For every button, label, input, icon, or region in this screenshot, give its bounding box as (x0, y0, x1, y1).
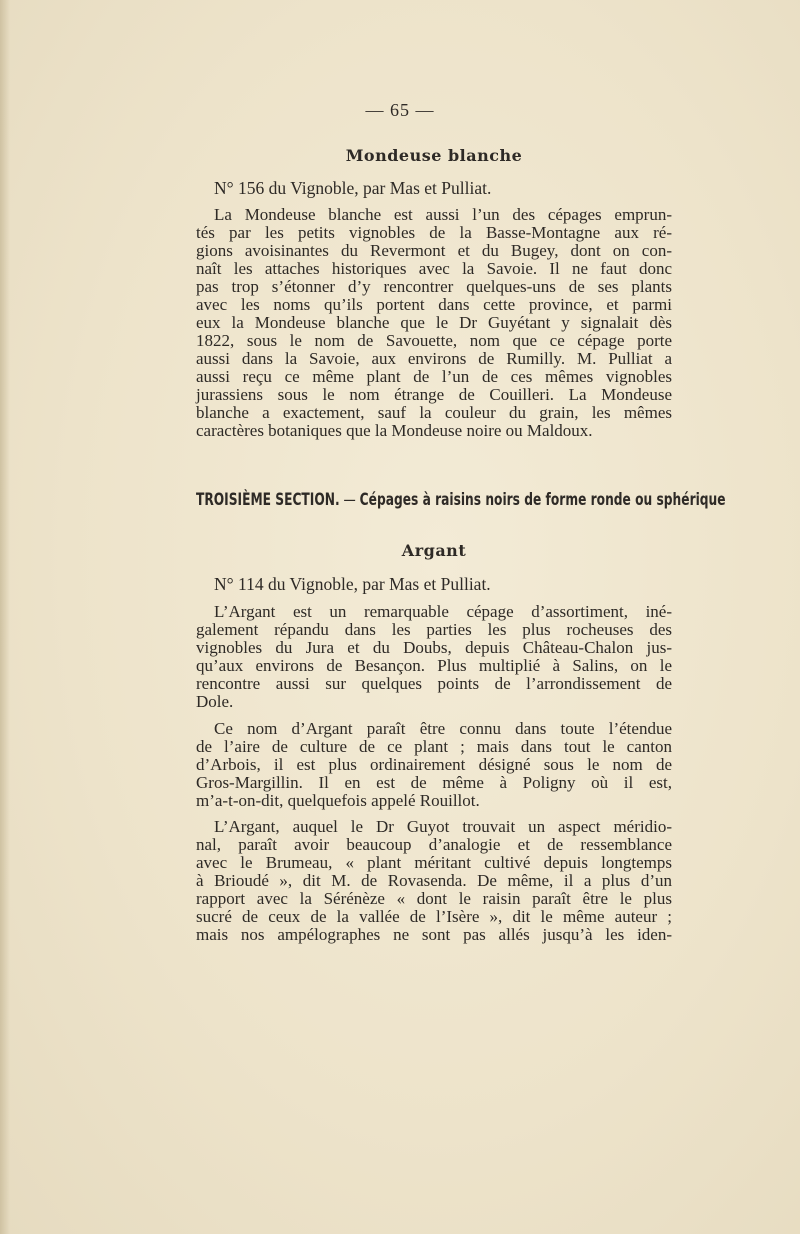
text-line: 1822, sous le nom de Savouette, nom que ce cépage porte (196, 331, 672, 350)
reference-line-2: N° 114 du Vignoble, par Mas et Pulliat. (214, 574, 491, 594)
text-line: Ce nom d’Argant paraît être connu dans toute l’étendue (214, 719, 672, 738)
paragraph-argant-analogy (196, 818, 672, 944)
text-line: Dole. (196, 692, 234, 711)
section-heading (196, 490, 726, 510)
text-line: L’Argant est un remarquable cépage d’assortiment, iné- (214, 602, 672, 621)
text-line: galement répandu dans les parties les plus rocheuses des (196, 620, 672, 639)
paragraph-argant-intro (196, 603, 672, 711)
text-line: nal, paraît avoir beaucoup d’analogie et de ressemblance (196, 835, 672, 854)
text-line: tés par les petits vignobles de la Basse-Montagne aux ré- (196, 223, 672, 242)
text-line: aussi dans la Savoie, aux environs de Rumilly. M. Pulliat a (196, 349, 672, 368)
page-edge-shadow (0, 0, 10, 1234)
text-line: à Brioudé », dit M. de Rovasenda. De même, il a plus d’un (196, 871, 672, 890)
text-line: naît les attaches historiques avec la Savoie. Il ne faut donc (196, 259, 672, 278)
text-line: jurassiens sous le nom étrange de Couilleri. La Mondeuse (196, 385, 672, 404)
text-line: rapport avec la Sérénèze « dont le raisin paraît être le plus (196, 889, 672, 908)
text-line: qu’aux environs de Besançon. Plus multiplié à Salins, on le (196, 656, 672, 675)
text-line: sucré de ceux de la vallée de l’Isère », dit le même auteur ; (196, 907, 672, 926)
text-line: La Mondeuse blanche est aussi l’un des cépages emprun- (214, 205, 672, 224)
paragraph-argant-name (196, 720, 672, 810)
paragraph-mondeuse (196, 206, 672, 440)
section-dash: — (339, 490, 360, 510)
section-title: Cépages à raisins noirs de forme ronde ou sphérique (359, 490, 726, 510)
text-line: de l’aire de culture de ce plant ; mais dans tout le canton (196, 737, 672, 756)
page-number: — 65 — (365, 100, 435, 120)
text-line: vignobles du Jura et du Doubs, depuis Château-Chalon jus- (196, 638, 672, 657)
text-line: L’Argant, auquel le Dr Guyot trouvait un aspect méridio- (214, 817, 672, 836)
text-line: avec les noms qu’ils portent dans cette province, et parmi (196, 295, 672, 314)
text-line: rencontre aussi sur quelques points de l’arrondissement de (196, 674, 672, 693)
section-label: TROISIÈME SECTION. (196, 490, 340, 510)
text-line: Gros-Margillin. Il en est de même à Poligny où il est, (196, 773, 672, 792)
text-line: caractères botaniques que la Mondeuse noire ou Maldoux. (196, 421, 593, 440)
heading-argant: Argant (401, 541, 467, 560)
heading-mondeuse-blanche: Mondeuse blanche (345, 146, 523, 165)
text-line: blanche a exactement, sauf la couleur du grain, les mêmes (196, 403, 672, 422)
text-line: eux la Mondeuse blanche que le Dr Guyétant y signalait dès (196, 313, 672, 332)
text-line: avec le Brumeau, « plant méritant cultivé depuis longtemps (196, 853, 672, 872)
text-line: pas trop s’étonner d’y rencontrer quelques-uns de ses plants (196, 277, 672, 296)
text-line: d’Arbois, il est plus ordinairement désigné sous le nom de (196, 755, 672, 774)
text-line: gions avoisinantes du Revermont et du Bugey, dont on con- (196, 241, 672, 260)
reference-line-1: N° 156 du Vignoble, par Mas et Pulliat. (214, 178, 492, 198)
text-line: aussi reçu ce même plant de l’un de ces mêmes vignobles (196, 367, 672, 386)
text-line: mais nos ampélographes ne sont pas allés jusqu’à les iden- (196, 925, 672, 944)
text-line: m’a-t-on-dit, quelquefois appelé Rouillot. (196, 791, 480, 810)
